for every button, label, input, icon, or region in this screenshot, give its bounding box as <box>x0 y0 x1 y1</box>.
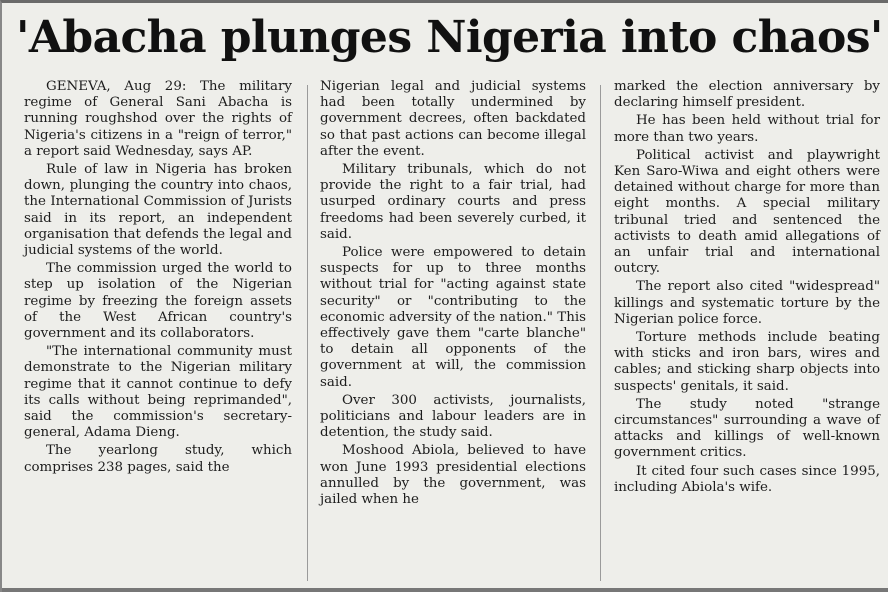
article-paragraph: The yearlong study, which comprises 238 pages, said the <box>24 443 292 475</box>
article-paragraph-continued: Nigerian legal and judicial systems had been totally undermined by government decrees, often backdated so that past actions can become illegal after the event. <box>320 79 586 159</box>
headline: 'Abacha plunges Nigeria into chaos' <box>16 12 883 63</box>
bottom-border <box>2 588 888 592</box>
article-column-3 <box>614 79 880 498</box>
article-column-1 <box>24 79 292 478</box>
article-paragraph: Police were empowered to detain suspects for up to three months without trial for "acting against state security" or "contributing to the economic adversity of the nation." This effectively gave them "carte blanche" to detain all opponents of the government at will, the commission said. <box>320 245 586 390</box>
article-paragraph: Rule of law in Nigeria has broken down, plunging the country into chaos, the International Commission of Jurists said in its report, an independent organisation that defends the legal and judicial systems of the world. <box>24 162 292 259</box>
article-paragraph-continued: marked the election anniversary by declaring himself president. <box>614 79 880 111</box>
article-paragraph: The study noted "strange circumstances" surrounding a wave of attacks and killings of well-known government critics. <box>614 396 880 461</box>
article-paragraph: It cited four such cases since 1995, including Abiola's wife. <box>614 463 880 495</box>
article-paragraph: Over 300 activists, journalists, politicians and labour leaders are in detention, the study said. <box>320 392 586 441</box>
article-paragraph: "The international community must demonstrate to the Nigerian military regime that it cannot continue to defy its calls without being reprimanded", said the commission's secretary-general, Adama Dieng. <box>24 344 292 441</box>
column-divider <box>600 85 601 581</box>
article-paragraph: He has been held without trial for more than two years. <box>614 113 880 145</box>
article-paragraph: Moshood Abiola, believed to have won June 1993 presidential elections annulled by the government, was jailed when he <box>320 443 586 508</box>
dateline-paragraph: GENEVA, Aug 29: The military regime of General Sani Abacha is running roughshod over the rights of Nigeria's citizens in a "reign of terror," a report said Wednesday, says AP. <box>24 79 292 159</box>
article-paragraph: Torture methods include beating with sticks and iron bars, wires and cables; and sticking sharp objects into suspects' genitals, it said. <box>614 330 880 394</box>
article-paragraph: The report also cited "widespread" killings and systematic torture by the Nigerian police force. <box>614 279 880 327</box>
article-column-2 <box>320 79 586 510</box>
article-paragraph: The commission urged the world to step up isolation of the Nigerian regime by freezing the foreign assets of the West African country's government and its collaborators. <box>24 261 292 342</box>
column-divider <box>307 85 308 581</box>
article-paragraph: Military tribunals, which do not provide the right to a fair trial, had usurped ordinary courts and press freedoms had been severely curbed, it said. <box>320 162 586 242</box>
article-paragraph: Political activist and playwright Ken Saro-Wiwa and eight others were detained without charge for more than eight months. A special military tribunal tried and sentenced the activists to death amid allegations of an unfair trial and international outcry. <box>614 147 880 277</box>
